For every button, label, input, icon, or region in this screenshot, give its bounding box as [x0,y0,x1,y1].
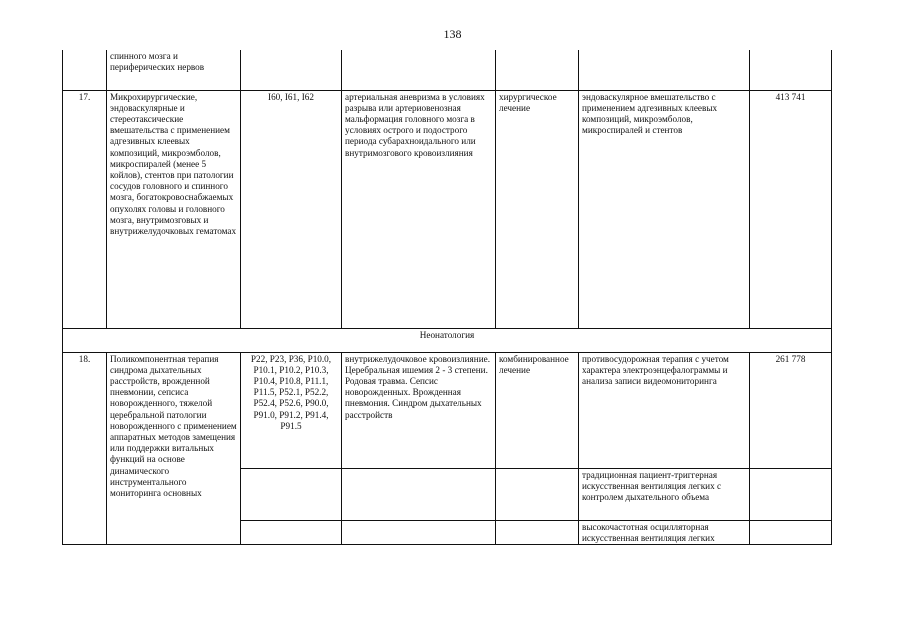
cell-codes: I60, I61, I62 [241,90,342,328]
cell-number: 18. [63,352,107,544]
cell-codes [241,468,342,520]
page-number: 138 [443,27,462,41]
cell-treatment-method: высокочастотная осцилляторная искусственная вентиляция легких [579,520,750,544]
cell-treatment-method: противосудорожная терапия с учетом характера электроэнцефалограммы и анализа записи видеомониторинга [579,352,750,468]
table-row-18 [63,352,832,468]
cell-codes [241,50,342,90]
cell-codes [241,520,342,544]
cell-diagnosis: артериальная аневризма в условиях разрыва или артериовенозная мальформация головного мозга в условиях острого и подострого периода субарахноидального или внутримозгового кровоизлияния [342,90,496,328]
cell-method: Микрохирургические, эндоваскулярные и стереотаксические вмешательства с применением адгезивных клеевых композиций, микроэмболов, микроспиралей (менее 5 койлов), стентов при патологии сосудов головного и спинного мозга, богатокровоснабжаемых опухолях головы и головного мозга, внутримозговых и внутрижелудочковых гематомах [107,90,241,328]
cell-treatment-type [496,50,579,90]
cell-price [750,468,832,520]
table-row-17 [63,90,832,328]
section-title: Неонатология [63,328,832,352]
cell-treatment-method [579,50,750,90]
cell-price: 413 741 [750,90,832,328]
section-row [63,328,832,352]
medical-care-table [62,50,832,545]
cell-price: 261 778 [750,352,832,468]
cell-diagnosis [342,468,496,520]
cell-number [63,50,107,90]
cell-number: 17. [63,90,107,328]
cell-price [750,520,832,544]
cell-treatment-method: эндоваскулярное вмешательство с применением адгезивных клеевых композиций, микроэмболов, микроспиралей и стентов [579,90,750,328]
cell-codes: P22, P23, P36, P10.0, P10.1, P10.2, P10.3, P10.4, P10.8, P11.1, P11.5, P52.1, P52.2, P52.4, P52.6, P90.0, P91.0, P91.2, P91.4, P91.5 [241,352,342,468]
cell-treatment-method: традиционная пациент-триггерная искусственная вентиляция легких с контролем дыхательного объема [579,468,750,520]
cell-treatment-type [496,520,579,544]
cell-method: Поликомпонентная терапия синдрома дыхательных расстройств, врожденной пневмонии, сепсиса новорожденного, тяжелой церебральной патологии новорожденного с применением аппаратных методов замещения или поддержки витальных функций на основе динамического инструментального мониторинга основных [107,352,241,544]
cell-diagnosis: внутрижелудочковое кровоизлияние. Церебральная ишемия 2 - 3 степени. Родовая травма. Сепсис новорожденных. Врожденная пневмония. Синдром дыхательных расстройств [342,352,496,468]
cell-treatment-type: хирургическое лечение [496,90,579,328]
cell-diagnosis [342,50,496,90]
cell-diagnosis [342,520,496,544]
table-row-continuation [63,50,832,90]
cell-treatment-type: комбинированное лечение [496,352,579,468]
cell-price [750,50,832,90]
cell-method: спинного мозга и периферических нервов [107,50,241,90]
cell-treatment-type [496,468,579,520]
